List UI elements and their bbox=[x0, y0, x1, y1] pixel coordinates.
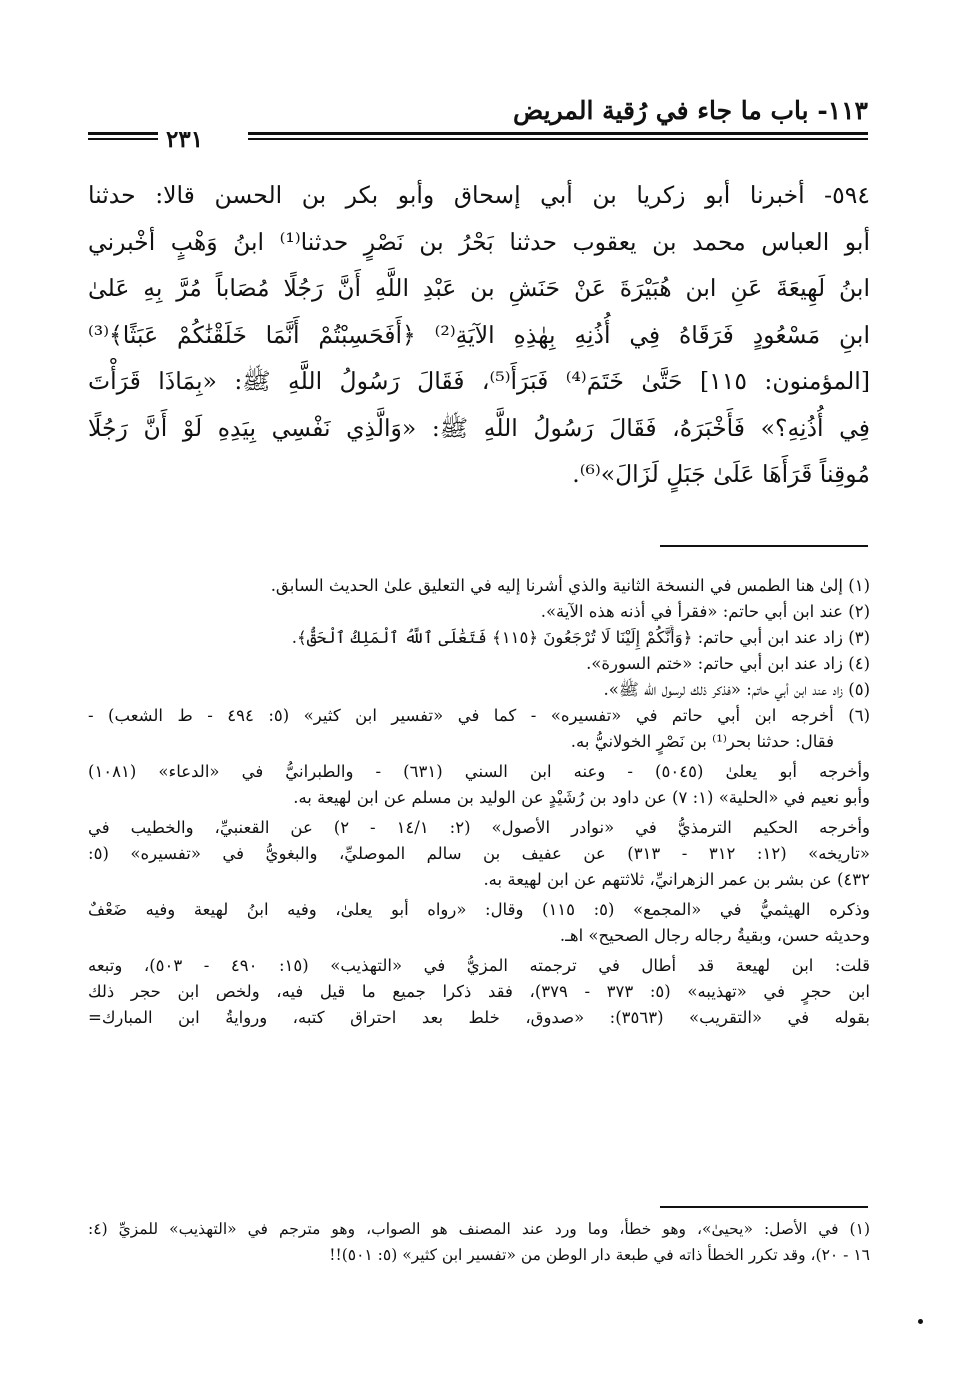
hadith-line: [المؤمنون: ١١٥] حَتَّىٰ خَتَمَ⁽⁴⁾ فَبَرَأَ⁽⁵⁾، فَقَالَ رَسُولُ اللَّهِ ﷺ: «بِمَاذَا قَرَأْتَ bbox=[88, 367, 870, 395]
hadith-text bbox=[88, 172, 870, 498]
footnote-line: (٣) زاد عند ابن أبي حاتم: ﴿وَأَنَّكُمْ إِلَيْنَا لَا تُرْجَعُونَ ﴿١١٥﴾ فَتَعَٰلَى ٱللَّهُ ٱلْمَلِكُ ٱلْحَقُّ﴾. bbox=[291, 628, 870, 647]
footnote-line: (٤) زاد عند ابن أبي حاتم: «ختم السورة». bbox=[586, 654, 870, 673]
footnote-line: وأبو نعيم في «الحلية» (١: ٧) عن داود بن رُشَيْدٍ عن الوليد بن مسلم عن ابن لهيعة به. bbox=[293, 788, 870, 807]
sub-footnote-line: ١٦ - ٢٠)، وقد تكرر الخطأ ذاته في طبعة دار الوطن من «تفسير ابن كثير» (٥: ٥٠١)!! bbox=[329, 1246, 870, 1264]
hadith-line: ابنُ لَهِيعَةَ عَنِ ابن هُبَيْرَةَ عَنْ حَنَشِ بن عَبْدِ اللَّهِ أَنَّ رَجُلًا مُصَاباً مُرَّ بِهِ عَلىٰ bbox=[88, 274, 870, 302]
chapter-title: ١١٣- باب ما جاء في رُقية المريض bbox=[513, 96, 868, 125]
footnote-line: وأخرجه الحكيم الترمذيُّ في «نوادر الأصول» (٢: ١٤/١ - ٢) عن القعنبيِّ، والخطيب في bbox=[88, 818, 870, 837]
footnote-line: وأخرجه أبو يعلىٰ (٥٠٤٥) - وعنه ابن السني (٦٣١) - والطبرانيُّ في «الدعاء» (١٠٨١) bbox=[88, 762, 870, 781]
footnote-line: وذكره الهيثميُّ في «المجمع» (٥: ١١٥) وقال: «رواه أبو يعلىٰ، وفيه ابنُ لهيعة وفيه ضَعْفٌ bbox=[88, 900, 870, 919]
hadith-line: مُوقِناً قَرَأَهَا عَلَىٰ جَبَلٍ لَزَالَ»⁽⁶⁾. bbox=[572, 460, 870, 488]
hadith-line: أبو العباس محمد بن يعقوب حدثنا بَحْرُ بن نَصْرٍ حدثنا⁽¹⁾ ابنُ وَهْبٍ أخْبرني bbox=[88, 227, 870, 256]
footnote-line: (٦) أخرجه ابن أبي حاتم في «تفسيره» - كما في «تفسير ابن كثير» (٥: ٤٩٤ - ط الشعب) - bbox=[88, 706, 870, 725]
footnote-line: بقوله في «التقريب» (٣٥٦٣): «صدوق، خلط بعد احتراق كتبه، وروايةُ ابن المبارك= bbox=[88, 1008, 870, 1027]
footnote-line: ٤٣٢) عن بشر بن عمر الزهرانيِّ، ثلاثتهم عن ابن لهيعة به. bbox=[483, 870, 870, 889]
footnote-line: (٢) عند ابن أبي حاتم: «فقرأ في أذنه هذه الآية». bbox=[540, 602, 870, 621]
sub-footnotes bbox=[88, 1216, 870, 1268]
page-number: ٢٣١ bbox=[166, 126, 204, 153]
hadith-line: فِي أُذُنِهِ؟» فَأَخْبَرَهُ، فَقَالَ رَسُولُ اللَّهِ ﷺ: «وَالَّذِي نَفْسِي بِيَدِهِ لَوْ أَنَّ رَجُلًا bbox=[88, 413, 870, 442]
footnote-line: قلت: ابن لهيعة قد أطال في ترجمته المزيُّ في «التهذيب» (١٥: ٤٩٠ - ٥٠٣)، وتبعه bbox=[88, 956, 870, 975]
sub-footnote-separator bbox=[660, 1206, 868, 1208]
print-mark bbox=[918, 1319, 923, 1324]
footnotes bbox=[88, 573, 870, 1031]
footnote-line: وحديثه حسن، وبقيةُ رجاله رجال الصحيح» اهـ. bbox=[559, 926, 870, 945]
hadith-line: ٥٩٤- أخبرنا أبو زكريا بن أبي إسحاق وأبو بكر بن الحسن قالا: حدثنا bbox=[88, 181, 870, 209]
sub-footnote-line: (١) في الأصل: «يحيىٰ»، وهو خطأ، وما ورد عند المصنف هو الصواب، وهو مترجم في «التهذيب» للمزيِّ (٤: bbox=[88, 1220, 870, 1238]
footnote-separator bbox=[660, 545, 868, 547]
footnote-line: (١) إلىٰ هنا الطمس في النسخة الثانية والذي أشرنا إليه في التعليق علىٰ الحديث السابق. bbox=[270, 576, 870, 595]
footnote-line: (٥) زاد عند ابن أبي حاتم: «فذكر ذلك لرسول الله ﷺ». bbox=[603, 680, 870, 699]
header-rule bbox=[248, 132, 868, 140]
footnote-line: فقال: حدثنا بحر⁽¹⁾ بن نَصْرٍ الخولانيُّ به. bbox=[570, 732, 834, 751]
footnote-line: «تاريخه» (١٢: ٣١٢ - ٣١٣) عن عفيف بن سالم الموصليِّ، والبغويُّ في «تفسيره» (٥: bbox=[88, 844, 870, 863]
footnote-line: ابن حجرٍ في «تهذيبه» (٥: ٣٧٣ - ٣٧٩)، فقد ذكرا جميع ما قيل فيه، ولخص ابن حجر ذلك bbox=[88, 982, 870, 1001]
header-rule-short bbox=[88, 132, 158, 140]
page-header bbox=[88, 92, 868, 152]
hadith-line: ابنِ مَسْعُودٍ فَرَقَاهُ فِي أُذُنِهِ بِهٰذِهِ الآيَةِ⁽²⁾ ﴿أَفَحَسِبْتُمْ أَنَّمَا خَلَقْنَٰكُمْ عَبَثًا﴾⁽³⁾ bbox=[88, 320, 870, 349]
